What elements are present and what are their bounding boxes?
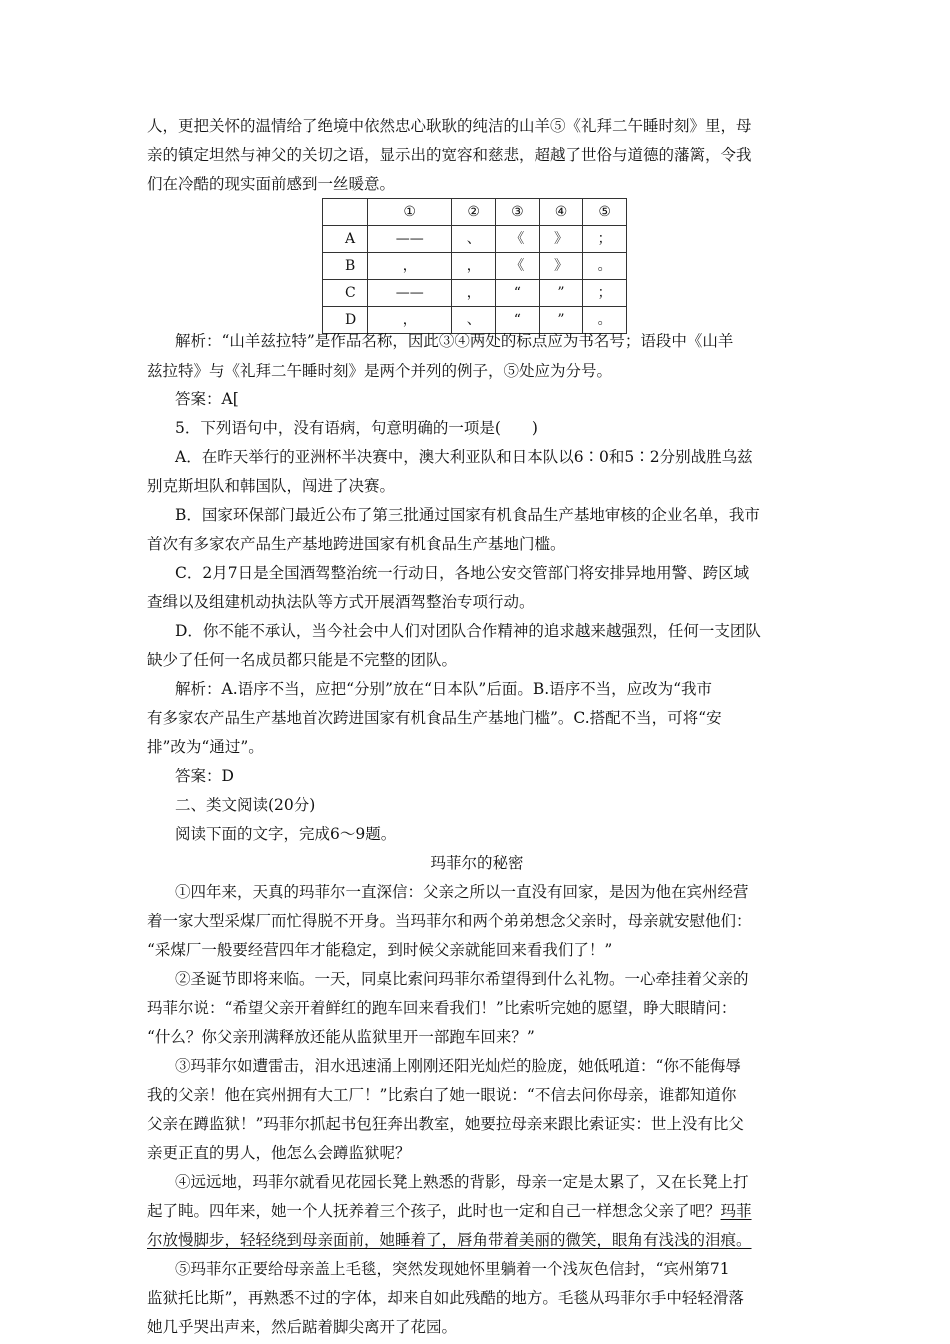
option-b: B．国家环保部门最近公布了第三批通过国家有机食品生产基地审核的企业名单，我市 (175, 506, 760, 524)
story-line: “采煤厂一般要经营四年才能稳定，到时候父亲就能回来看我们了！” (147, 941, 613, 959)
table-cell: —— (368, 280, 452, 307)
text-line: 亲的镇定坦然与神父的关切之语，显示出的宽容和慈悲，超越了世俗与道德的藩篱，令我 (147, 146, 752, 164)
table-row (323, 226, 627, 253)
story-paragraph-2: ②圣诞节即将来临。一天，同桌比索问玛菲尔希望得到什么礼物。一心牵挂着父亲的 (175, 970, 749, 988)
text-line: 人，更把关怀的温情给了绝境中依然忠心耿耿的纯洁的山羊⑤《礼拜二午睡时刻》里，母 (147, 117, 752, 135)
story-line: 监狱托比斯”，再熟悉不过的字体，却来自如此残酷的地方。毛毯从玛菲尔手中轻轻滑落 (147, 1289, 744, 1307)
story-line: 父亲在蹲监狱！”玛菲尔抓起书包狂奔出教室，她要拉母亲来跟比索证实：世上没有比父 (147, 1115, 744, 1133)
row-label: A (323, 226, 368, 253)
analysis-line: 排”改为“通过”。 (147, 738, 264, 756)
story-title: 玛菲尔的秘密 (430, 854, 524, 872)
answer-line: 答案：A[ (175, 390, 239, 408)
option-a: A．在昨天举行的亚洲杯半决赛中，澳大利亚队和日本队以6∶0和5∶2分别战胜乌兹 (175, 448, 753, 466)
table-cell: “ (496, 280, 540, 307)
table-cell: 《 (496, 253, 540, 280)
option-d-cont: 缺少了任何一名成员都只能是不完整的团队。 (147, 651, 458, 669)
table-cell: ， (368, 253, 452, 280)
table-cell: ” (539, 280, 583, 307)
table-cell: “ (496, 307, 540, 334)
story-paragraph-1: ①四年来，天真的玛菲尔一直深信：父亲之所以一直没有回家，是因为他在宾州经营 (175, 883, 749, 901)
analysis-line: 解析：A.语序不当，应把“分别”放在“日本队”后面。B.语序不当，应改为“我市 (175, 680, 713, 698)
option-d: D．你不能不承认，当今社会中人们对团队合作精神的追求越来越强烈，任何一支团队 (175, 622, 761, 640)
answer-line: 答案：D (175, 767, 234, 785)
option-a-cont: 别克斯坦队和韩国队，闯进了决赛。 (147, 477, 396, 495)
table-cell: —— (368, 226, 452, 253)
table-cell: 》 (539, 226, 583, 253)
story-line (147, 1200, 752, 1222)
table-cell: ” (539, 307, 583, 334)
row-label: B (323, 253, 368, 280)
table-cell: 《 (496, 226, 540, 253)
story-line: “什么？你父亲刑满释放还能从监狱里开一部跑车回来？” (147, 1028, 535, 1046)
option-c-cont: 查缉以及组建机动执法队等方式开展酒驾整治专项行动。 (147, 593, 535, 611)
story-text: 起了盹。四年来，她一个人抚养着三个孩子，此时也一定和自己一样想念父亲了吧？ (147, 1202, 721, 1220)
analysis-line: 兹拉特》与《礼拜二午睡时刻》是两个并列的例子，⑤处应为分号。 (147, 362, 613, 380)
table-cell: ③ (496, 199, 540, 226)
table-cell (323, 199, 368, 226)
row-label: D (323, 307, 368, 334)
row-label: C (323, 280, 368, 307)
table-cell: ② (452, 199, 496, 226)
table-cell: 。 (583, 307, 627, 334)
table-cell: ④ (539, 199, 583, 226)
table-cell: ， (452, 253, 496, 280)
story-paragraph-4: ④远远地，玛菲尔就看见花园长凳上熟悉的背影，母亲一定是太累了，又在长凳上打 (175, 1173, 749, 1191)
answer-options-table (322, 198, 627, 334)
table-cell: ； (583, 280, 627, 307)
story-line: 着一家大型采煤厂而忙得脱不开身。当玛菲尔和两个弟弟想念父亲时，母亲就安慰他们： (147, 912, 752, 930)
option-b-cont: 首次有多家农产品生产基地跨进国家有机食品生产基地门槛。 (147, 535, 566, 553)
table-cell: ， (368, 307, 452, 334)
table-cell: 。 (583, 253, 627, 280)
table-cell: ， (452, 280, 496, 307)
instruction-line: 阅读下面的文字，完成6～9题。 (175, 825, 397, 843)
table-cell: ； (583, 226, 627, 253)
section-heading: 二、类文阅读(20分) (175, 796, 316, 814)
table-row (323, 280, 627, 307)
underlined-text: 尔放慢脚步，轻轻绕到母亲面前，她睡着了，唇角带着美丽的微笑，眼角有浅浅的泪痕。 (147, 1231, 752, 1249)
table-cell: 、 (452, 307, 496, 334)
story-line: 玛菲尔说：“希望父亲开着鲜红的跑车回来看我们！”比索听完她的愿望，睁大眼睛问： (147, 999, 737, 1017)
story-line: 亲更正直的男人，他怎么会蹲监狱呢？ (147, 1144, 411, 1162)
table-row (323, 253, 627, 280)
table-cell: ⑤ (583, 199, 627, 226)
table-cell: 、 (452, 226, 496, 253)
analysis-line: 解析：“山羊兹拉特”是作品名称，因此③④两处的标点应为书名号；语段中《山羊 (175, 332, 734, 350)
analysis-line: 有多家农产品生产基地首次跨进国家有机食品生产基地门槛”。C.搭配不当，可将“安 (147, 709, 722, 727)
story-line: 她几乎哭出声来，然后踮着脚尖离开了花园。 (147, 1318, 458, 1336)
story-paragraph-3: ③玛菲尔如遭雷击，泪水迅速涌上刚刚还阳光灿烂的脸庞，她低吼道：“你不能侮辱 (175, 1057, 741, 1075)
story-line: 我的父亲！他在宾州拥有大工厂！”比索白了她一眼说：“不信去问你母亲，谁都知道你 (147, 1086, 737, 1104)
question-stem: 5．下列语句中，没有语病，句意明确的一项是( ) (175, 419, 538, 437)
text-line: 们在冷酷的现实面前感到一丝暖意。 (147, 175, 396, 193)
table-cell: ① (368, 199, 452, 226)
story-paragraph-5: ⑤玛菲尔正要给母亲盖上毛毯，突然发现她怀里躺着一个浅灰色信封，“宾州第71 (175, 1260, 730, 1278)
underlined-text: 玛菲 (720, 1202, 752, 1220)
option-c: C．2月7日是全国酒驾整治统一行动日，各地公安交管部门将安排异地用警、跨区域 (175, 564, 750, 582)
table-cell: 》 (539, 253, 583, 280)
table-header-row (323, 199, 627, 226)
